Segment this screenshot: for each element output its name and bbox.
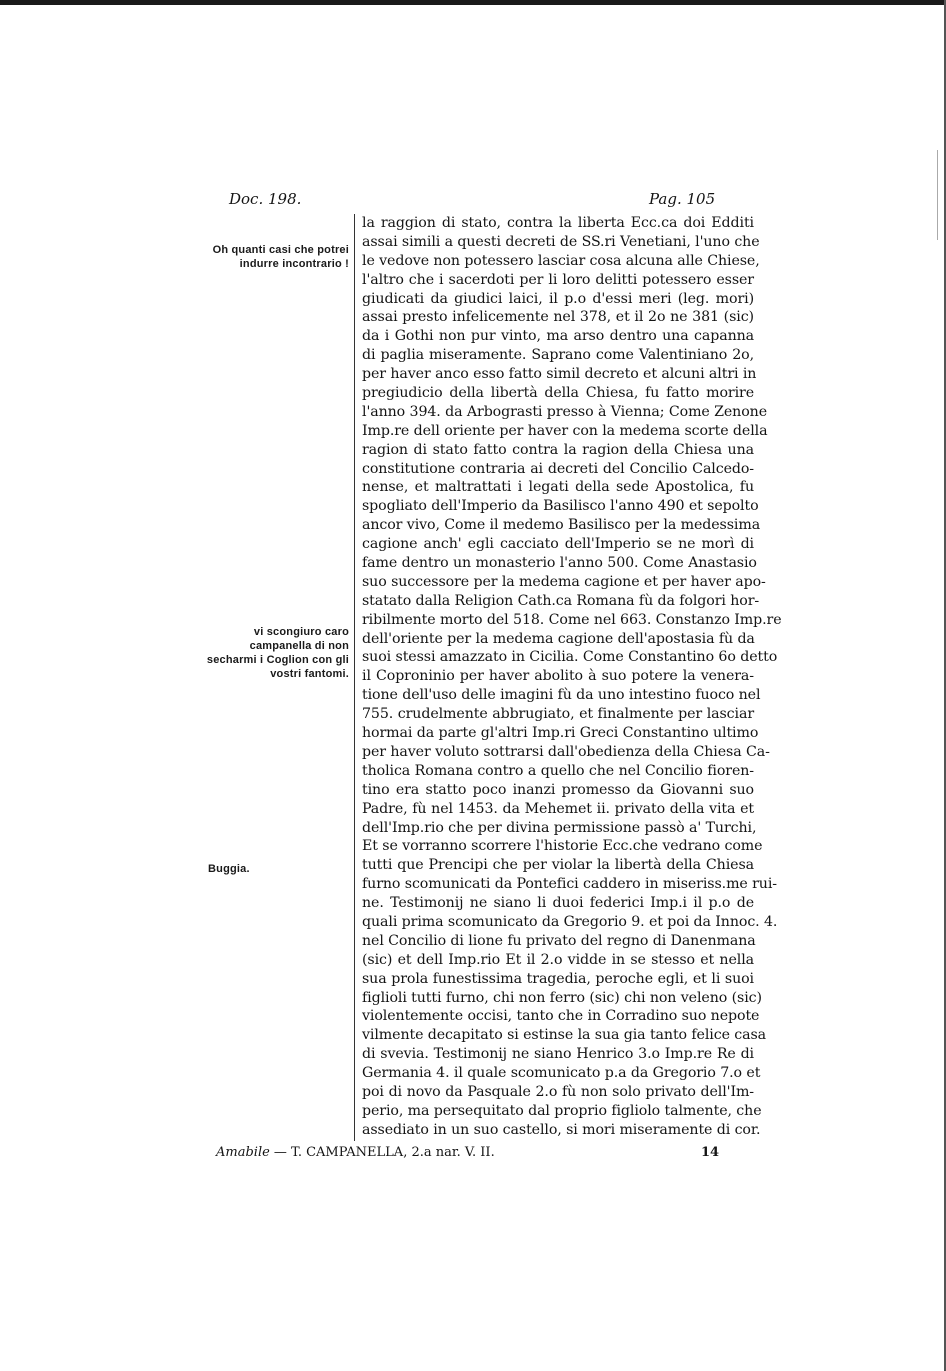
text-line: suoi stessi amazzato in Cicilia. Come Constantino 6o detto — [362, 649, 778, 666]
document-number: Doc. 198. — [229, 190, 302, 208]
text-line: tione dell'uso delle imagini fù da uno intestino fuoco nel — [362, 687, 761, 704]
page-edge-mark — [937, 150, 938, 240]
text-line: dell'oriente per la medema cagione dell'apostasia fù da — [362, 630, 755, 647]
text-line: giudicati da giudici laici, il p.o d'essi meri (leg. mori) — [362, 290, 754, 307]
text-line: l'altro che i sacerdoti per li loro delitti potessero esser — [362, 271, 754, 288]
text-line: la raggion di stato, contra la liberta Ecc.ca doi Edditi — [362, 215, 754, 231]
text-line: il Coproninio per haver abolito à suo potere la venera- — [362, 668, 754, 685]
text-line: da i Gothi non pur vinto, ma arso dentro una capanna — [362, 328, 754, 345]
text-line: poi di novo da Pasquale 2.o fù non solo privato dell'Im- — [362, 1083, 754, 1100]
margin-note: Oh quanti casi che potrei indurre incontrario ! — [212, 244, 349, 270]
body-text — [362, 214, 782, 1140]
text-line: di svevia. Testimonij ne siano Henrico 3.o Imp.re Re di — [362, 1046, 754, 1063]
text-line: fame dentro un monasterio l'anno 500. Come Anastasio — [362, 555, 757, 572]
text-line: tutti que Prencipi che per violar la libertà della Chiesa — [362, 857, 754, 874]
text-line: furno scomunicati da Pontefici caddero in miseriss.me rui- — [362, 876, 777, 893]
text-line: ragion di stato fatto contra la ragion della Chiesa una — [362, 441, 754, 458]
text-line: assediato in un suo castello, si mori miseramente di cor. — [362, 1121, 761, 1138]
text-line: Padre, fù nel 1453. da Mehemet ii. privato della vita et — [362, 800, 754, 817]
text-line: violentemente occisi, tanto che in Corradino suo nepote — [362, 1008, 760, 1025]
footer-title: — T. CAMPANELLA, 2.a nar. V. II. — [269, 1145, 495, 1160]
margin-note: vi scongiuro caro campanella di non secharmi i Coglion con gli vostri fantomi. — [206, 626, 349, 680]
text-line: assai simili a questi decreti de SS.ri Venetiani, l'uno che — [362, 233, 760, 250]
footer-author: Amabile — [216, 1145, 270, 1160]
text-line: Germania 4. il quale scomunicato p.a da Gregorio 7.o et — [362, 1065, 761, 1082]
text-line: vilmente decapitato si estinse la sua gia tanto felice casa — [362, 1027, 767, 1044]
text-line: dell'Imp.rio che per divina permissione passò a' Turchi, — [362, 819, 757, 836]
column-divider — [354, 214, 355, 1141]
text-line: nel Concilio di lione fu privato del regno di Danenmana — [362, 932, 756, 949]
text-line: 755. crudelmente abbrugiato, et finalmente per lasciar — [362, 706, 754, 723]
text-line: Et se vorranno scorrere l'historie Ecc.che vedrano come — [362, 838, 763, 855]
text-line: ne. Testimonij ne siano li duoi federici Imp.i il p.o de — [362, 895, 754, 912]
text-line: Imp.re dell oriente per haver con la medema scorte della — [362, 422, 768, 439]
text-line: l'anno 394. da Arbograsti presso à Vienna; Come Zenone — [362, 403, 767, 420]
text-line: ancor vivo, Come il medemo Basilisco per la medessima — [362, 517, 761, 534]
page-reference: Pag. 105 — [649, 190, 716, 208]
text-line: spogliato dell'Imperio da Basilisco l'anno 490 et sepolto — [362, 498, 759, 515]
text-line: tholica Romana contro a quello che nel Concilio fioren- — [362, 762, 754, 779]
margin-note: Buggia. — [208, 863, 250, 875]
text-line: pregiudicio della libertà della Chiesa, fu fatto morire — [362, 385, 754, 402]
text-line: statato dalla Religion Cath.ca Romana fù da folgori hor- — [362, 592, 760, 609]
text-line: (sic) et dell Imp.rio Et il 2.o vidde in se stesso et nella — [362, 951, 754, 968]
text-line: constitutione contraria ai decreti del Concilio Calcedo- — [362, 460, 754, 477]
text-line: nense, et maltrattati i legati della sede Apostolica, fu — [362, 479, 754, 496]
text-line: le vedove non potessero lasciar cosa alcuna alle Chiese, — [362, 252, 760, 269]
text-line: ribilmente morto del 518. Come nel 663. Constanzo Imp.re — [362, 611, 782, 628]
text-line: figlioli tutti furno, chi non ferro (sic) chi non veleno (sic) — [362, 989, 762, 1006]
text-line: quali prima scomunicato da Gregorio 9. et poi da Innoc. 4. — [362, 913, 778, 930]
text-line: cagione anch' egli cacciato dell'Imperio se ne morì di — [362, 536, 754, 553]
text-line: di paglia miseramente. Saprano come Valentiniano 2o, — [362, 347, 754, 364]
text-line: sua prola funestissima tragedia, peroche egli, et li suoi — [362, 970, 754, 987]
page-top-edge — [0, 0, 946, 5]
text-line: per haver voluto sottrarsi dall'obedienza della Chiesa Ca- — [362, 743, 770, 760]
text-line: suo successore per la medema cagione et per haver apo- — [362, 573, 766, 590]
text-line: assai presto infelicemente nel 378, et il 2o ne 381 (sic) — [362, 309, 754, 326]
footer-citation — [216, 1145, 495, 1160]
signature-number: 14 — [701, 1145, 720, 1160]
text-line: perio, ma persequitato dal proprio figliolo talmente, che — [362, 1102, 762, 1119]
text-line: hormai da parte gl'altri Imp.ri Greci Constantino ultimo — [362, 725, 759, 742]
text-line: tino era statto poco inanzi promesso da Giovanni suo — [362, 781, 754, 798]
text-line: per haver anco esso fatto simil decreto et alcuni altri in — [362, 366, 757, 383]
